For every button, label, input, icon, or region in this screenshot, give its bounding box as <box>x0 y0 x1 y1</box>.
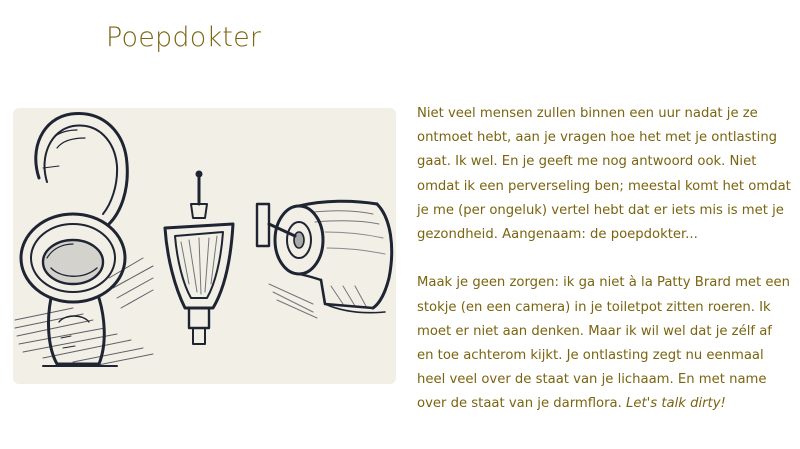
lets-talk-dirty-emphasis: Let's talk dirty! <box>626 396 726 412</box>
intro-paragraph: Niet veel mensen zullen binnen een uur nadat je ze ontmoet hebt, aan je vragen hoe het met je ontlasting gaat. Ik wel. En je geeft me nog antwoord ook. Niet omdat ik een perverseling ben; meestal komt het omdat je me (per ongeluk) vertel hebt dat er iets mis is met je gezondheid. Aangenaam: de poepdokter... <box>417 106 791 243</box>
article-body <box>13 102 791 417</box>
page-title: Poepdokter <box>106 22 262 53</box>
second-paragraph-text: Maak je geen zorgen: ik ga niet à la Patty Brard met een stokje (en een camera) in je toiletpot zitten roeren. Ik moet er niet aan denken. Maar ik wil wel dat je zélf af en toe achterom kijkt. Je ontlasting zegt nu eenmaal heel veel over de staat van je lichaam. En met name over de staat van je darmflora. <box>417 275 790 412</box>
